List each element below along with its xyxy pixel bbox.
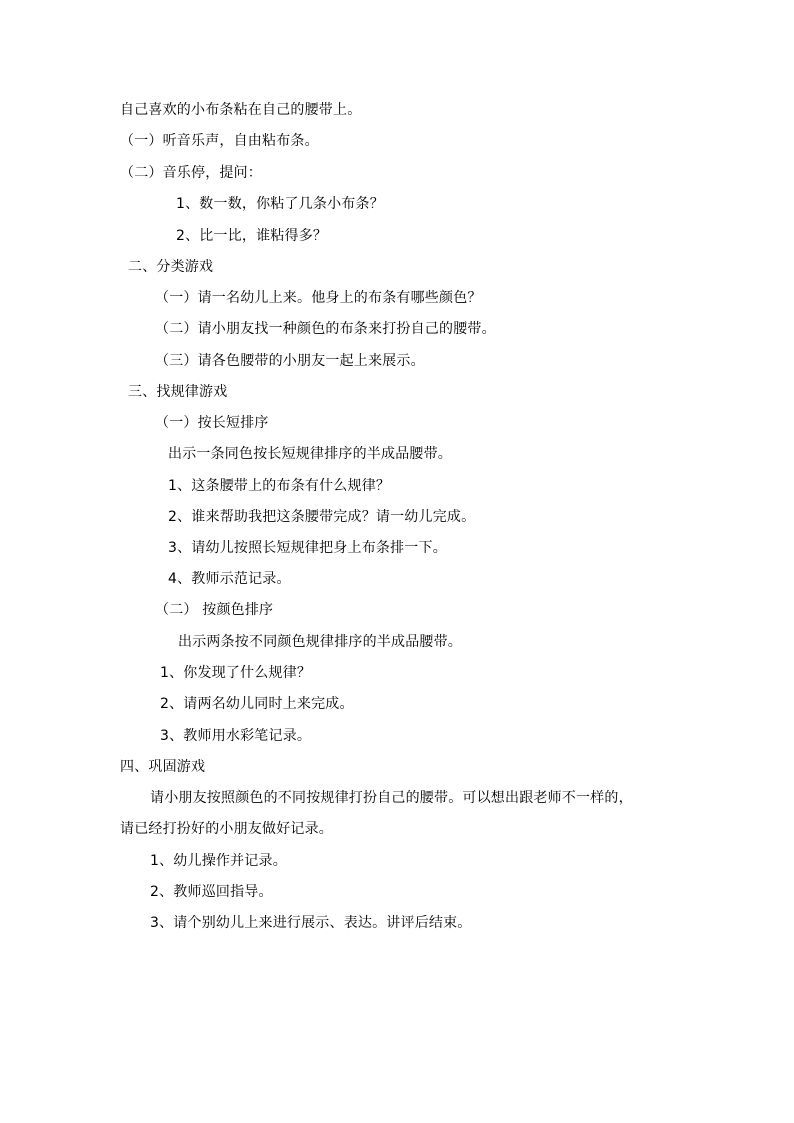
text-line: （二）音乐停，提问： <box>120 165 262 181</box>
text-line: 4、教师示范记录。 <box>168 571 291 587</box>
text-line: （一）请一名幼儿上来。他身上的布条有哪些颜色？ <box>155 290 482 306</box>
text-line: 1、数一数，你粘了几条小布条？ <box>176 196 384 212</box>
text-line: 1、你发现了什么规律？ <box>160 665 312 681</box>
section-heading: 二、分类游戏 <box>128 259 214 275</box>
section-heading: 三、找规律游戏 <box>128 384 228 400</box>
text-line: 出示两条按不同颜色规律排序的半成品腰带。 <box>178 634 462 650</box>
text-line: 出示一条同色按长短规律排序的半成品腰带。 <box>168 446 452 462</box>
text-line: 2、比一比，谁粘得多？ <box>176 228 328 244</box>
text-line: 请小朋友按照颜色的不同按规律打扮自己的腰带。可以想出跟老师不一样的， <box>150 790 633 806</box>
text-line: 2、教师巡回指导。 <box>150 884 273 900</box>
text-line: 请已经打扮好的小朋友做好记录。 <box>120 821 333 837</box>
text-line: 2、谁来帮助我把这条腰带完成？请一幼儿完成。 <box>168 509 476 525</box>
section-heading: 四、巩固游戏 <box>120 759 206 775</box>
text-line: 2、请两名幼儿同时上来完成。 <box>160 696 354 712</box>
text-line: （一）听音乐声，自由粘布条。 <box>120 133 319 149</box>
text-line: （一）按长短排序 <box>155 415 269 431</box>
text-line: 自己喜欢的小布条粘在自己的腰带上。 <box>120 102 362 118</box>
text-line: （三）请各色腰带的小朋友一起上来展示。 <box>155 353 425 369</box>
text-line: 1、这条腰带上的布条有什么规律？ <box>168 478 391 494</box>
text-line: 3、请幼儿按照长短规律把身上布条排一下。 <box>168 540 447 556</box>
text-line: 3、教师用水彩笔记录。 <box>160 728 312 744</box>
text-line: 1、幼儿操作并记录。 <box>150 853 287 869</box>
text-line: 3、请个别幼儿上来进行展示、表达。讲评后结束。 <box>150 915 472 931</box>
text-line: （二） 按颜色排序 <box>155 602 274 618</box>
text-line: （二）请小朋友找一种颜色的布条来打扮自己的腰带。 <box>155 321 496 337</box>
